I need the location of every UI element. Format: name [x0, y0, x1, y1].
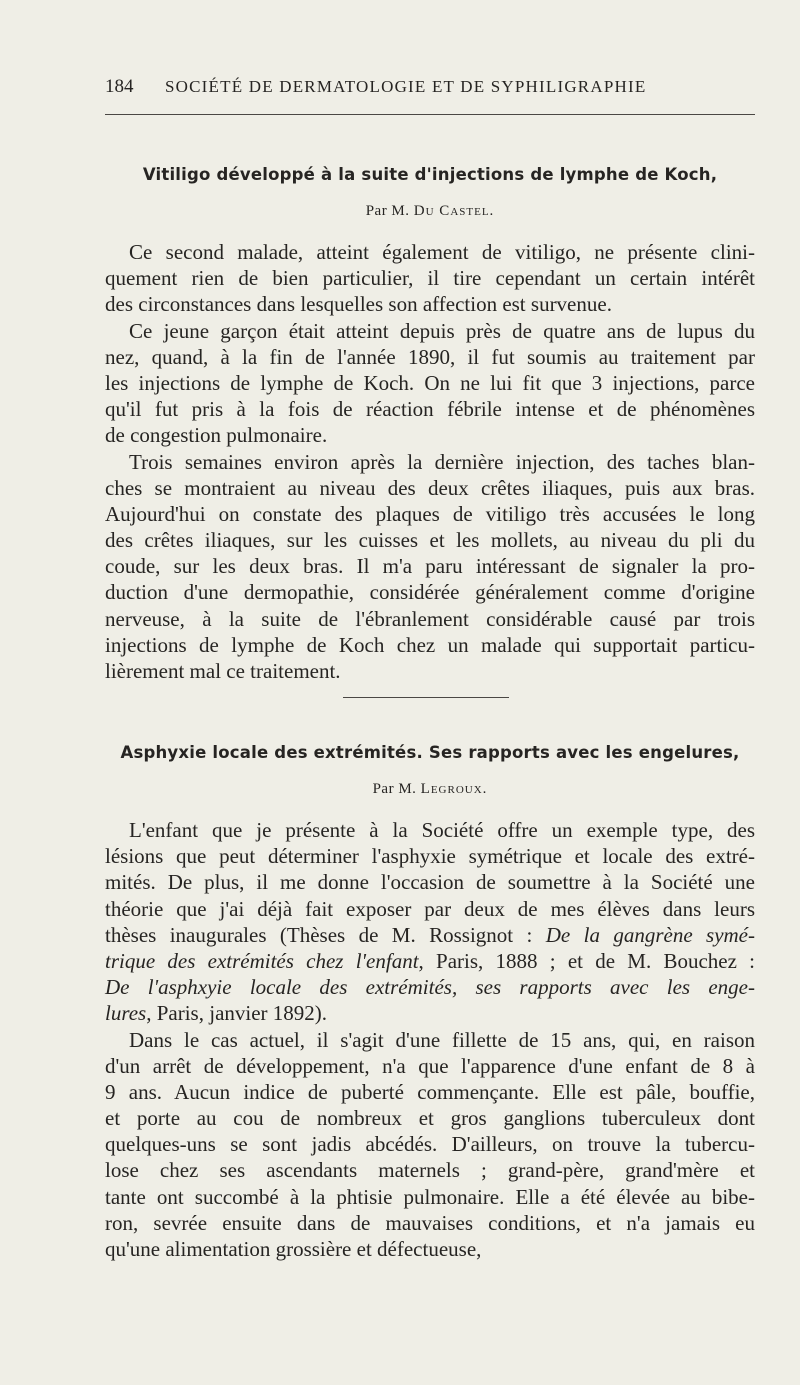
text-line: lésions que peut déterminer l'asphyxie symétrique et locale des extré-	[105, 844, 755, 869]
text-line: Ce jeune garçon était atteint depuis près de quatre ans de lupus du	[129, 318, 755, 343]
article-body	[105, 817, 755, 1262]
running-header	[105, 76, 755, 98]
article-title: Vitiligo développé à la suite d'injections de lymphe de Koch,	[142, 165, 718, 184]
running-title: SOCIÉTÉ DE DERMATOLOGIE ET DE SYPHILIGRAPHIE	[165, 77, 647, 96]
text-line: Trois semaines environ après la dernière injection, des taches blan-	[129, 449, 755, 474]
page-number: 184	[105, 76, 134, 97]
byline-prefix: Par M.	[372, 781, 417, 797]
text-line: des circonstances dans lesquelles son affection est survenue.	[105, 292, 612, 317]
text-line: coude, sur les deux bras. Il m'a paru intéressant de signaler la pro-	[105, 554, 755, 579]
article-body	[105, 239, 755, 684]
text-line: lièrement mal ce traitement.	[105, 659, 341, 683]
text-line: lose chez ses ascendants maternels ; grand-père, grand'mère et	[105, 1158, 755, 1183]
text-line: Ce second malade, atteint également de vitiligo, ne présente clini-	[129, 240, 755, 264]
text-line: injections de lymphe de Koch chez un malade qui supportait particu-	[105, 632, 755, 657]
article-asphyxie	[105, 743, 755, 1262]
article-byline	[105, 781, 755, 801]
citation-title: De la gangrène symé-	[545, 922, 755, 947]
text-line: et porte au cou de nombreux et gros ganglions tuberculeux dont	[105, 1106, 755, 1131]
text-line: des crêtes iliaques, sur les cuisses et les mollets, au niveau du pli du	[105, 528, 755, 553]
text-line: tante ont succombé à la phtisie pulmonaire. Elle a été élevée au bibe-	[105, 1184, 755, 1209]
byline-prefix: Par M.	[365, 203, 410, 219]
text-line: qu'une alimentation grossière et défectueuse,	[105, 1237, 482, 1261]
text-line: quelques-uns se sont jadis abcédés. D'ailleurs, on trouve la tubercu-	[105, 1132, 755, 1157]
header-rule	[105, 114, 755, 115]
article-title: Asphyxie locale des extrémités. Ses rapports avec les engelures,	[120, 743, 740, 762]
citation-title: lures	[105, 1001, 147, 1026]
text-line: quement rien de bien particulier, il tire cependant un certain intérêt	[105, 266, 755, 291]
text-line: ron, sevrée ensuite dans de mauvaises conditions, et n'a jamais eu	[105, 1210, 755, 1235]
text-line: nez, quand, à la fin de l'année 1890, il fut soumis au traitement par	[105, 344, 755, 369]
text-segment: thèses inaugurales (Thèses de M. Rossignot :	[105, 922, 533, 947]
text-line: d'un arrêt de développement, n'a que l'apparence d'une enfant de 8 à	[105, 1053, 755, 1078]
text-line: Dans le cas actuel, il s'agit d'une fillette de 15 ans, qui, en raison	[129, 1027, 755, 1052]
byline-author: Du Castel.	[413, 203, 495, 219]
section-divider	[343, 697, 509, 698]
text-line: de congestion pulmonaire.	[105, 423, 328, 448]
text-line: ches se montraient au niveau des deux crêtes iliaques, puis aux bras.	[105, 475, 755, 500]
citation-title: De l'asphxyie locale des extrémités, ses rapports avec les enge-	[105, 975, 755, 1000]
text-line: 9 ans. Aucun indice de puberté commençante. Elle est pâle, bouffie,	[105, 1079, 755, 1104]
byline-author: Legroux.	[420, 781, 488, 797]
text-line: duction d'une dermopathie, considérée généralement comme d'origine	[105, 580, 755, 605]
text-segment: , Paris, 1888 ; et de M. Bouchez :	[418, 948, 755, 973]
text-line: mités. De plus, il me donne l'occasion de soumettre à la Société une	[105, 870, 755, 895]
text-line	[105, 974, 755, 1000]
article-byline	[105, 203, 755, 223]
article-vitiligo	[105, 165, 755, 684]
text-line	[105, 948, 755, 974]
text-line	[105, 922, 755, 948]
text-line: les injections de lymphe de Koch. On ne lui fit que 3 injections, parce	[105, 370, 755, 395]
text-line: qu'il fut pris à la fois de réaction fébrile intense et de phénomènes	[105, 397, 755, 422]
text-line: nerveuse, à la suite de l'ébranlement considérable causé par trois	[105, 606, 755, 631]
text-line	[105, 1000, 755, 1026]
text-segment: , Paris, janvier 1892).	[146, 1001, 328, 1026]
citation-title: trique des extrémités chez l'enfant	[105, 948, 419, 973]
text-line: L'enfant que je présente à la Société offre un exemple type, des	[129, 818, 755, 842]
text-line: théorie que j'ai déjà fait exposer par deux de mes élèves dans leurs	[105, 896, 755, 921]
text-line: Aujourd'hui on constate des plaques de vitiligo très accusées le long	[105, 501, 755, 526]
